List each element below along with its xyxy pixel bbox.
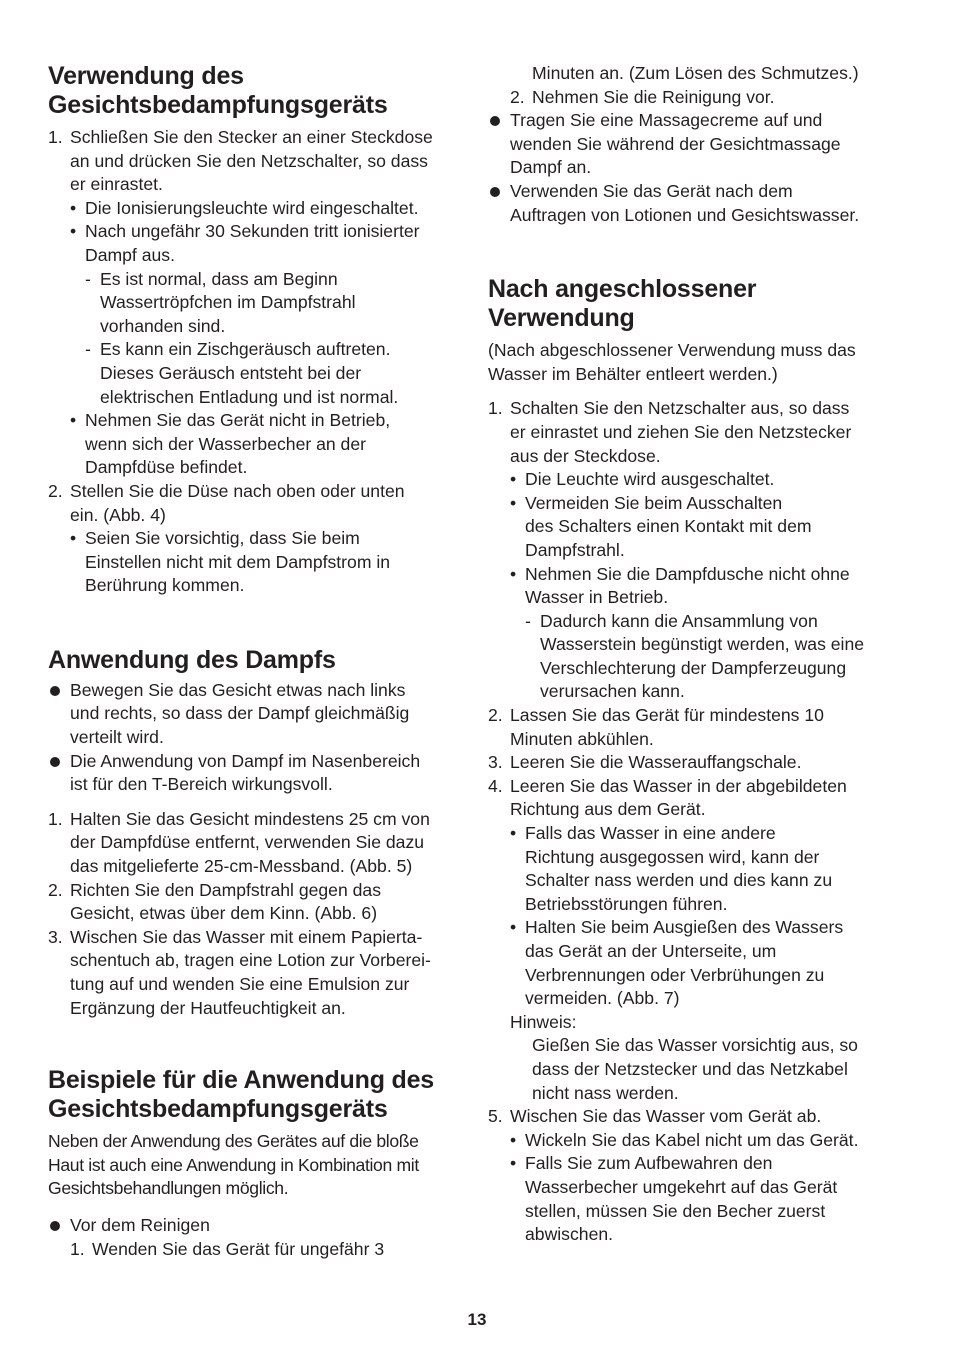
bullet-marker: • — [510, 917, 517, 938]
text-line: an und drücken Sie den Netzschalter, so dass — [70, 150, 428, 171]
heading-line: Nach angeschlossener — [488, 275, 757, 304]
text-line: verursachen kann. — [540, 681, 685, 702]
text-line: des Schalters einen Kontakt mit dem — [525, 516, 812, 537]
text-line: Nach ungefähr 30 Sekunden tritt ionisierter — [85, 221, 420, 242]
left-column — [48, 62, 456, 1261]
text-line: Es ist normal, dass am Beginn — [100, 268, 338, 289]
item-number: 3. — [48, 926, 63, 947]
note-label — [488, 1011, 892, 1035]
list-item — [488, 916, 892, 1010]
text-line: Betriebsstörungen führen. — [525, 893, 728, 914]
text-line: vermeiden. (Abb. 7) — [525, 988, 680, 1009]
text-line: Falls das Wasser in eine andere — [525, 823, 776, 844]
list-item — [488, 492, 892, 563]
heading-line: Anwendung des Dampfs — [48, 645, 336, 674]
text-line: Falls Sie zum Aufbewahren den — [525, 1153, 773, 1174]
bullet-marker: • — [510, 563, 517, 584]
item-number: 1. — [70, 1238, 85, 1259]
bullet-marker: • — [510, 1129, 517, 1150]
item-number: 1. — [488, 398, 503, 419]
list-item — [48, 879, 456, 926]
list-item — [48, 220, 456, 267]
bullet-marker: • — [510, 469, 517, 490]
text-line: Dieses Geräusch entsteht bei der — [100, 362, 362, 383]
list-item — [488, 86, 892, 110]
text-line: Wischen Sie das Wasser mit einem Papierta- — [70, 926, 423, 947]
text-line: Halten Sie das Gesicht mindestens 25 cm von — [70, 808, 430, 829]
list-item — [488, 468, 892, 492]
text-line: ein. (Abb. 4) — [70, 504, 166, 525]
item-number: 2. — [488, 705, 503, 726]
list-item — [48, 409, 456, 480]
text-line: (Nach abgeschlossener Verwendung muss das — [488, 340, 856, 361]
text-line: Halten Sie beim Ausgießen des Wassers — [525, 917, 844, 938]
text-line: abwischen. — [525, 1224, 614, 1245]
text-line: vorhanden sind. — [100, 315, 226, 336]
heading-beispiele — [48, 1066, 456, 1124]
text-line: Die Leuchte wird ausgeschaltet. — [525, 469, 775, 490]
list-item — [48, 197, 456, 221]
section-anwendung — [48, 679, 456, 1020]
text-line: und rechts, so dass der Dampf gleichmäßig — [70, 703, 410, 724]
text-line: Nehmen Sie das Gerät nicht in Betrieb, — [85, 410, 391, 431]
text-line: Dampfdüse befindet. — [85, 457, 248, 478]
heading-line: Gesichtsbedampfungsgeräts — [48, 91, 388, 119]
list-item — [48, 527, 456, 598]
bullet-marker: • — [70, 197, 77, 218]
text-line: Auftragen von Lotionen und Gesichtswasser. — [510, 204, 860, 225]
item-number: 2. — [510, 86, 525, 107]
item-number: 5. — [488, 1106, 503, 1127]
item-number: 3. — [488, 752, 503, 773]
section-reinigen-continued — [488, 62, 892, 227]
text-line: Minuten abkühlen. — [510, 728, 654, 749]
bullet-marker: • — [70, 528, 77, 549]
text-line: Vor dem Reinigen — [70, 1214, 210, 1235]
text-line: Die Anwendung von Dampf im Nasenbereich — [70, 750, 421, 771]
dash-marker: - — [85, 268, 91, 289]
text-line: Nehmen Sie die Dampfdusche nicht ohne — [525, 563, 850, 584]
text-line: dass der Netzstecker und das Netzkabel — [532, 1058, 848, 1079]
heading-line: Beispiele für die Anwendung des — [48, 1066, 434, 1095]
text-line: Wasser im Behälter entleert werden.) — [488, 363, 778, 384]
heading-nach-verwendung — [488, 275, 892, 333]
list-item — [48, 1238, 456, 1262]
text-line: Vermeiden Sie beim Ausschalten — [525, 492, 783, 513]
text-line: Schließen Sie den Stecker an einer Steckdose — [70, 127, 433, 147]
intro-paragraph — [488, 339, 892, 386]
intro-paragraph — [48, 1130, 456, 1201]
list-item — [48, 926, 456, 1020]
text-line: Haut ist auch eine Anwendung in Kombination mit — [48, 1154, 419, 1175]
text-line: stellen, müssen Sie den Becher zuerst — [525, 1200, 826, 1221]
text-line: Verwenden Sie das Gerät nach dem — [510, 180, 793, 201]
heading-anwendung — [48, 646, 456, 675]
list-item — [488, 704, 892, 751]
section-beispiele — [48, 1130, 456, 1261]
bullet-dot-icon — [490, 116, 500, 126]
text-line: Nehmen Sie die Reinigung vor. — [532, 86, 775, 107]
list-item — [48, 808, 456, 879]
item-number: 1. — [48, 127, 63, 147]
bullet-dot-icon — [490, 187, 500, 197]
bullet-marker: • — [70, 221, 77, 242]
item-number: 1. — [48, 808, 63, 829]
text-line: das Gerät an der Unterseite, um — [525, 941, 777, 961]
text-line: Schalten Sie den Netzschalter aus, so dass — [510, 398, 850, 419]
list-item — [488, 109, 892, 180]
right-column — [488, 62, 892, 1247]
text-line: Minuten an. (Zum Lösen des Schmutzes.) — [532, 63, 859, 83]
text-line: Wenden Sie das Gerät für ungefähr 3 — [92, 1238, 385, 1259]
list-item — [488, 1129, 892, 1153]
list-item — [48, 268, 456, 339]
text-line: Tragen Sie eine Massagecreme auf und — [510, 110, 823, 131]
text-line: Richtung ausgegossen wird, kann der — [525, 846, 820, 867]
text-line: er einrastet. — [70, 174, 163, 195]
text-line: Verbrennungen oder Verbrühungen zu — [525, 964, 825, 985]
text-line: Dadurch kann die Ansammlung von — [540, 610, 818, 631]
text-line: Die Ionisierungsleuchte wird eingeschaltet. — [85, 197, 419, 218]
section-verwendung — [48, 126, 456, 598]
text-line: Richten Sie den Dampfstrahl gegen das — [70, 879, 382, 900]
bullet-dot-icon — [50, 686, 60, 696]
text-line: Wassertröpfchen im Dampfstrahl — [100, 292, 356, 313]
heading-verwendung — [48, 62, 456, 120]
text-line: ist für den T-Bereich wirkungsvoll. — [70, 774, 333, 795]
list-item — [488, 180, 892, 227]
list-item — [488, 563, 892, 610]
text-line: nicht nass werden. — [532, 1082, 679, 1103]
bullet-marker: • — [510, 492, 517, 513]
dash-marker: - — [85, 339, 91, 360]
list-item — [488, 822, 892, 916]
text-line: aus der Steckdose. — [510, 445, 661, 466]
item-number: 2. — [48, 480, 63, 501]
text-line: er einrastet und ziehen Sie den Netzstecker — [510, 421, 852, 442]
list-item — [48, 480, 456, 527]
bullet-marker: • — [70, 410, 77, 431]
text-line: das mitgelieferte 25-cm-Messband. (Abb. 5) — [70, 856, 413, 877]
text-line: Wischen Sie das Wasser vom Gerät ab. — [510, 1106, 822, 1127]
text-line: schentuch ab, tragen eine Lotion zur Vorberei- — [70, 950, 431, 971]
text-line: elektrischen Entladung und ist normal. — [100, 386, 399, 407]
text-line: wenden Sie während der Gesichtmassage — [510, 133, 841, 154]
text-line: Gesichtsbehandlungen möglich. — [48, 1178, 289, 1199]
text-line: Es kann ein Zischgeräusch auftreten. — [100, 339, 391, 360]
continued-text — [488, 62, 892, 86]
page-number: 13 — [467, 1310, 487, 1329]
heading-line: Verwendung des — [48, 62, 244, 90]
bullet-marker: • — [510, 1153, 517, 1174]
list-item — [48, 126, 456, 197]
heading-line: Verwendung — [488, 304, 635, 333]
item-number: 2. — [48, 879, 63, 900]
bullet-marker: • — [510, 823, 517, 844]
text-line: Lassen Sie das Gerät für mindestens 10 — [510, 705, 824, 726]
text-line: Ergänzung der Hautfeuchtigkeit an. — [70, 997, 346, 1018]
text-line: Dampf aus. — [85, 244, 175, 265]
text-line: Seien Sie vorsichtig, dass Sie beim — [85, 528, 360, 549]
text-line: Verschlechterung der Dampferzeugung — [540, 657, 847, 678]
bullet-dot-icon — [50, 757, 60, 767]
list-item — [48, 1214, 456, 1238]
list-item — [488, 397, 892, 468]
text-line: Gesicht, etwas über dem Kinn. (Abb. 6) — [70, 903, 378, 924]
text-line: Gießen Sie das Wasser vorsichtig aus, so — [532, 1035, 858, 1056]
text-line: Wasserstein begünstigt werden, was eine — [540, 634, 865, 655]
list-item — [48, 338, 456, 409]
note-text — [488, 1034, 892, 1105]
text-line: Bewegen Sie das Gesicht etwas nach links — [70, 679, 406, 700]
text-line: wenn sich der Wasserbecher an der — [85, 433, 366, 454]
list-item — [48, 679, 456, 750]
list-item — [488, 1152, 892, 1246]
text-line: Wickeln Sie das Kabel nicht um das Gerät. — [525, 1129, 859, 1150]
text-line: Neben der Anwendung des Gerätes auf die bloße — [48, 1131, 419, 1152]
text-line: Wasser in Betrieb. — [525, 587, 669, 608]
bullet-dot-icon — [50, 1221, 60, 1231]
list-item — [488, 610, 892, 704]
text-line: Wasserbecher umgekehrt auf das Gerät — [525, 1176, 838, 1197]
list-item — [488, 1105, 892, 1129]
section-nach-verwendung — [488, 339, 892, 1247]
text-line: Richtung aus dem Gerät. — [510, 799, 706, 820]
text-line: Dampfstrahl. — [525, 539, 625, 560]
text-line: Schalter nass werden und dies kann zu — [525, 870, 833, 891]
list-item — [488, 751, 892, 775]
text-line: Hinweis: — [510, 1011, 577, 1032]
heading-line: Gesichtsbedampfungsgeräts — [48, 1095, 388, 1124]
text-line: Einstellen nicht mit dem Dampfstrom in — [85, 551, 391, 572]
dash-marker: - — [525, 610, 531, 631]
text-line: Stellen Sie die Düse nach oben oder unten — [70, 480, 405, 501]
list-item — [488, 775, 892, 822]
text-line: Leeren Sie die Wasserauffangschale. — [510, 752, 802, 773]
text-line: verteilt wird. — [70, 727, 164, 748]
text-line: Berührung kommen. — [85, 575, 245, 596]
text-line: tung auf und wenden Sie eine Emulsion zur — [70, 974, 410, 994]
list-item — [48, 750, 456, 797]
text-line: Leeren Sie das Wasser in der abgebildeten — [510, 775, 847, 796]
text-line: der Dampfdüse entfernt, verwenden Sie dazu — [70, 832, 425, 853]
item-number: 4. — [488, 775, 503, 796]
text-line: Dampf an. — [510, 157, 592, 178]
